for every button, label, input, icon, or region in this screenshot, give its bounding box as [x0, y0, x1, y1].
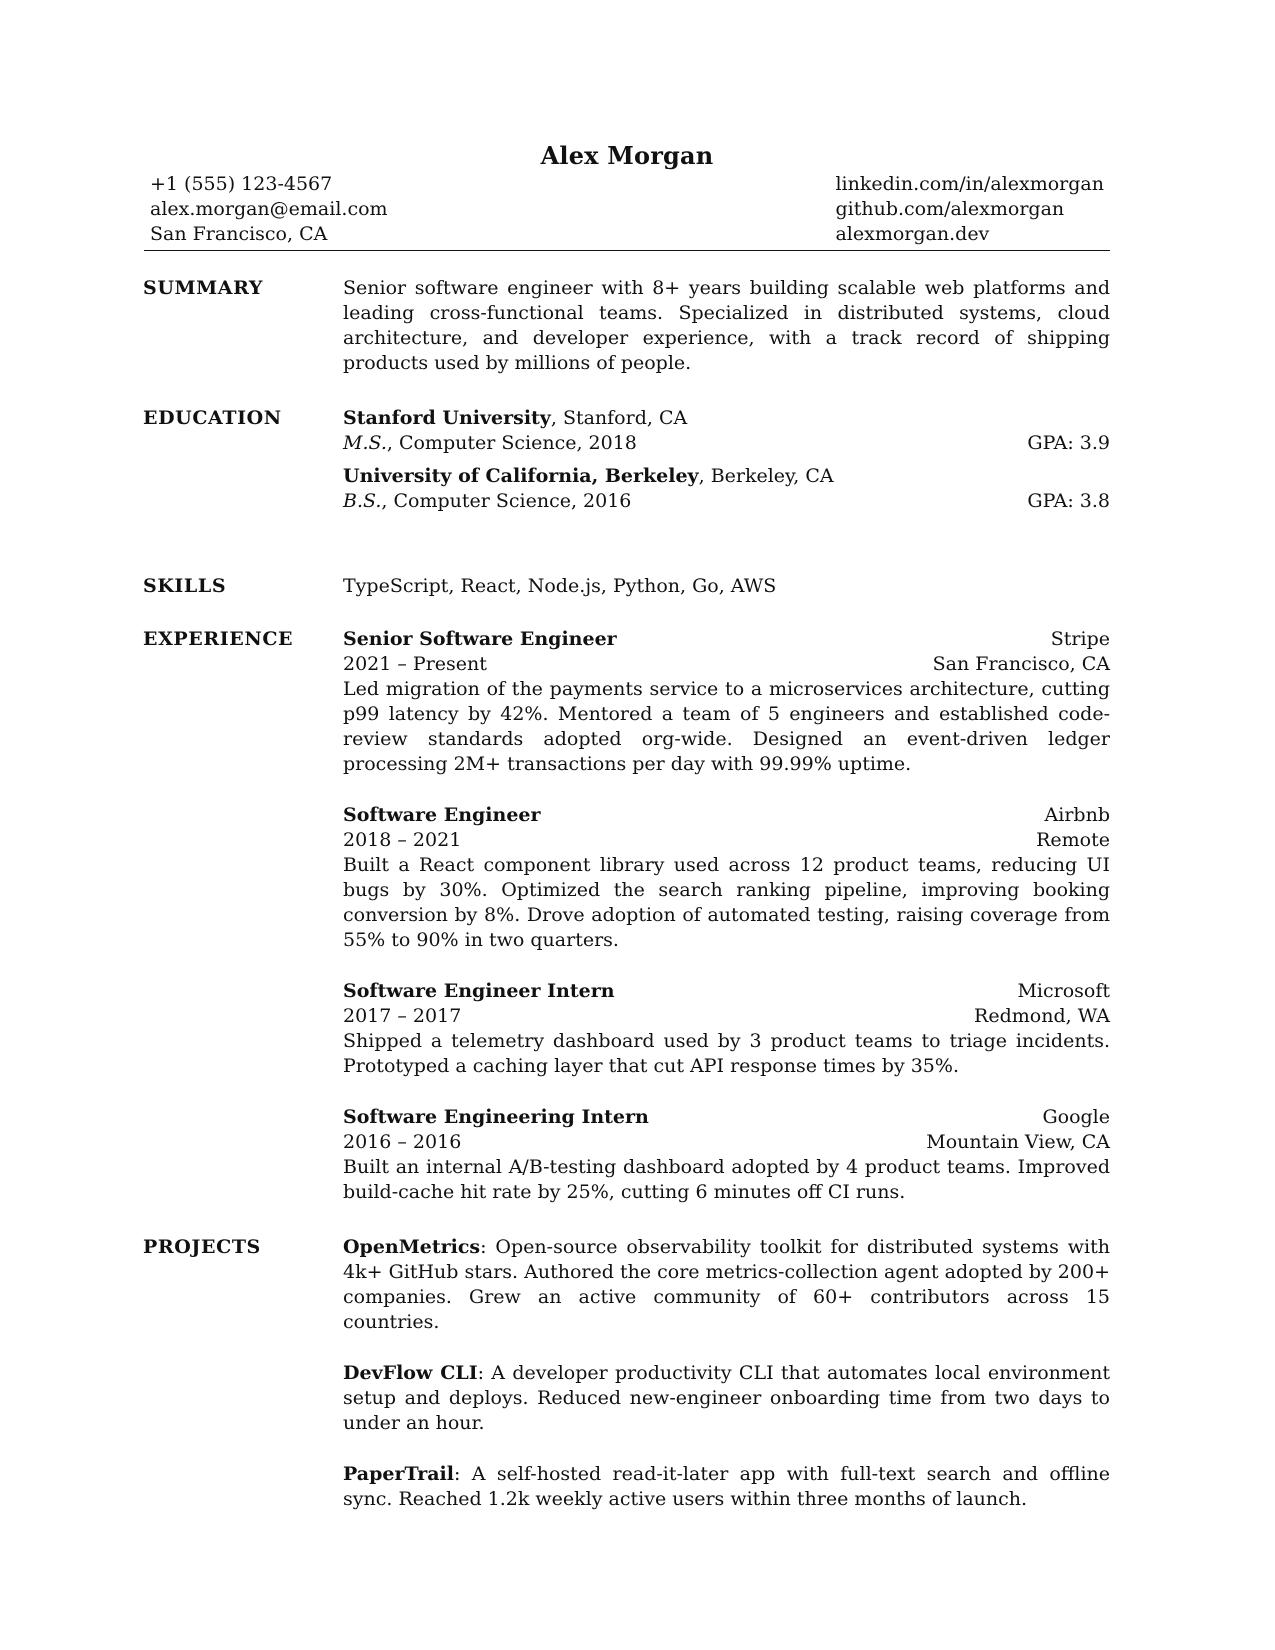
job-dates: 2017 – 2017 — [343, 1005, 462, 1027]
job-dates: 2018 – 2021 — [343, 829, 462, 851]
degree-type: B.S. — [343, 490, 382, 512]
candidate-name: Alex Morgan — [540, 141, 714, 170]
section-title-experience: EXPERIENCE — [143, 628, 294, 650]
job-entry — [343, 803, 1110, 953]
job-role: Software Engineer — [343, 804, 541, 826]
job-title-line — [343, 1105, 1110, 1130]
project-name: OpenMetrics — [343, 1236, 481, 1258]
school-place: , Berkeley, CA — [698, 465, 834, 487]
job-meta-line — [343, 828, 1110, 853]
job-meta-line — [343, 1130, 1110, 1155]
job-description: Led migration of the payments service to a microservices architecture, cutting p99 latency by 42%. Mentored a team of 5 engineers and established code-review standards adopted org-wide. Designed an event-driven ledger processing 2M+ transactions per day with 99.99% uptime. — [343, 678, 1110, 775]
website-link[interactable]: alexmorgan.dev — [835, 223, 990, 245]
school-place: , Stanford, CA — [550, 407, 688, 429]
job-location: Redmond, WA — [974, 1005, 1110, 1027]
header-divider — [144, 250, 1110, 251]
job-description: Shipped a telemetry dashboard used by 3 product teams to triage incidents. Prototyped a caching layer that cut API response times by 35%. — [343, 1030, 1110, 1077]
job-location: Remote — [1036, 829, 1110, 851]
contact-right — [835, 172, 1104, 247]
location: San Francisco, CA — [150, 223, 328, 245]
project-entry — [343, 1462, 1110, 1512]
summary-body — [343, 276, 1110, 376]
github-link[interactable]: github.com/alexmorgan — [835, 198, 1065, 220]
linkedin-link[interactable]: linkedin.com/in/alexmorgan — [835, 173, 1104, 195]
summary-section — [144, 276, 1110, 376]
gpa: GPA: 3.8 — [1027, 490, 1110, 512]
job-entry — [343, 627, 1110, 777]
job-dates: 2021 – Present — [343, 653, 487, 675]
school-name: University of California, Berkeley — [343, 465, 699, 487]
contact-block — [144, 172, 1110, 247]
job-role: Senior Software Engineer — [343, 628, 617, 650]
resume — [144, 142, 1110, 1512]
email-address: alex.morgan@email.com — [150, 198, 388, 220]
degree-type: M.S. — [343, 432, 387, 454]
section-title-projects: PROJECTS — [143, 1236, 261, 1258]
job-company: Microsoft — [1017, 980, 1110, 1002]
degree-line — [343, 489, 1110, 514]
job-title-line — [343, 627, 1110, 652]
job-title-line — [343, 979, 1110, 1004]
job-dates: 2016 – 2016 — [343, 1131, 462, 1153]
project-name: PaperTrail — [343, 1463, 454, 1485]
degree-field: , Computer Science, 2016 — [381, 490, 632, 512]
job-entry — [343, 979, 1110, 1079]
job-meta-line — [343, 1004, 1110, 1029]
job-company: Airbnb — [1044, 804, 1110, 826]
degree-info — [343, 489, 631, 514]
job-description: Built an internal A/B-testing dashboard adopted by 4 product teams. Improved build-cache hit rate by 25%, cutting 6 minutes off CI runs. — [343, 1156, 1110, 1203]
project-description: : A developer productivity CLI that automates local environment setup and deploys. Reduced new-engineer onboarding time from two days to under an hour. — [343, 1362, 1111, 1434]
project-name: DevFlow CLI — [343, 1362, 478, 1384]
job-company: Stripe — [1050, 628, 1110, 650]
project-entry — [343, 1235, 1110, 1335]
job-title-line — [343, 803, 1110, 828]
job-location: Mountain View, CA — [926, 1131, 1110, 1153]
experience-body — [343, 627, 1110, 1205]
job-company: Google — [1042, 1106, 1110, 1128]
education-entry — [343, 406, 1110, 456]
section-title-summary: SUMMARY — [143, 277, 264, 299]
degree-info — [343, 431, 637, 456]
skills-list: TypeScript, React, Node.js, Python, Go, AWS — [343, 575, 777, 597]
education-body — [343, 406, 1110, 514]
degree-line — [343, 431, 1110, 456]
skills-section — [144, 574, 1110, 599]
job-entry — [343, 1105, 1110, 1205]
experience-section — [144, 627, 1110, 1205]
job-role: Software Engineer Intern — [343, 980, 615, 1002]
summary-text: Senior software engineer with 8+ years building scalable web platforms and leading cross-functional teams. Specialized in distributed systems, cloud architecture, and developer experience, with a track record of shipping products used by millions of people. — [343, 277, 1110, 374]
phone-number: +1 (555) 123-4567 — [150, 173, 333, 195]
job-meta-line — [343, 652, 1110, 677]
job-description: Built a React component library used across 12 product teams, reducing UI bugs by 30%. Optimized the search ranking pipeline, improving booking conversion by 8%. Drove adoption of automated testing, raising coverage from 55% to 90% in two quarters. — [343, 854, 1110, 951]
school-line — [343, 406, 1110, 431]
project-description: : Open-source observability toolkit for distributed systems with 4k+ GitHub stars. Authored the core metrics-collection agent adopted by 200+ companies. Grew an active community of 60+ contributors across 15 countries. — [343, 1236, 1110, 1333]
skills-body — [343, 574, 1110, 599]
project-description: : A self-hosted read-it-later app with full-text search and offline sync. Reached 1.2k weekly active users within three months of launch. — [343, 1463, 1110, 1510]
school-name: Stanford University — [343, 407, 551, 429]
education-entry — [343, 464, 1110, 514]
section-title-education: EDUCATION — [143, 407, 282, 429]
section-title-skills: SKILLS — [143, 575, 227, 597]
school-line — [343, 464, 1110, 489]
contact-left — [150, 172, 388, 247]
projects-section — [144, 1235, 1110, 1512]
project-entry — [343, 1361, 1110, 1436]
projects-body — [343, 1235, 1110, 1512]
job-role: Software Engineering Intern — [343, 1106, 649, 1128]
gpa: GPA: 3.9 — [1027, 432, 1110, 454]
degree-field: , Computer Science, 2018 — [386, 432, 637, 454]
education-section — [144, 406, 1110, 514]
job-location: San Francisco, CA — [932, 653, 1110, 675]
